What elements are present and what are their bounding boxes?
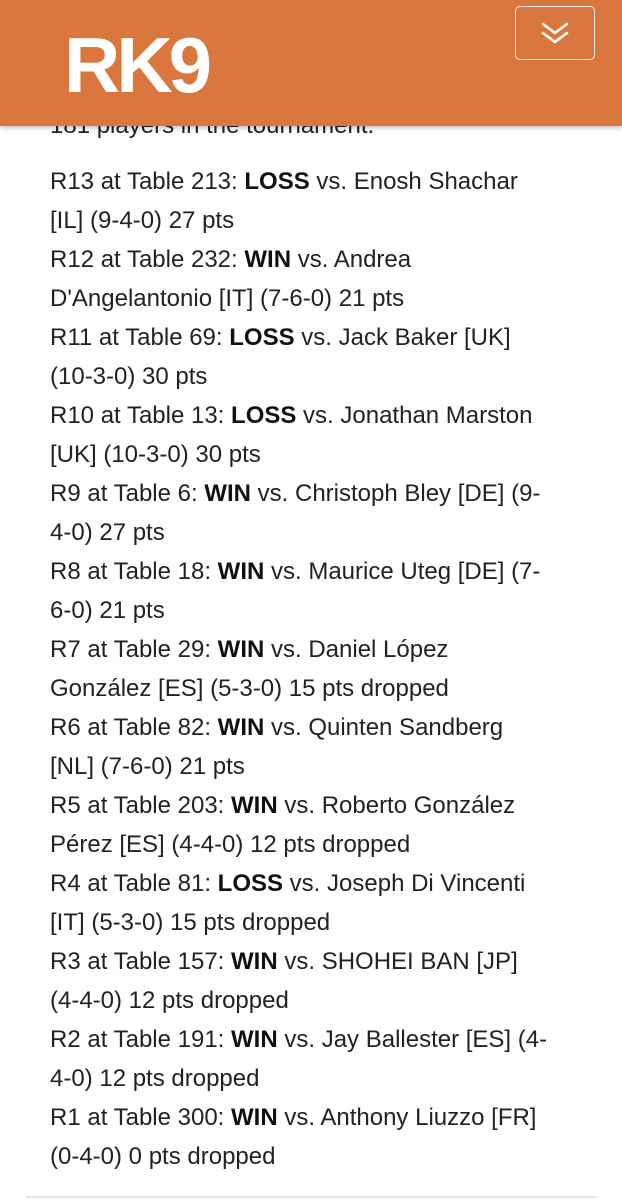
round-result-line-2: Pérez [ES] (4-4-0) 12 pts dropped	[50, 831, 411, 858]
result-status: LOSS	[231, 402, 297, 429]
opponent-text: vs. Andrea	[291, 246, 412, 273]
result-status: WIN	[204, 480, 251, 507]
round-result-line-1	[50, 474, 610, 513]
round-result-line-1	[50, 552, 610, 591]
round-result-item	[50, 474, 610, 552]
result-status: WIN	[231, 1026, 278, 1053]
round-result-line-2: 4-0) 27 pts	[50, 519, 165, 546]
round-result-item	[50, 162, 610, 240]
round-table-label: R8 at Table 18:	[50, 558, 218, 585]
rk9-logo[interactable]	[64, 32, 236, 96]
opponent-text: vs. Daniel López	[264, 636, 449, 663]
round-result-line-1	[50, 864, 610, 903]
result-status: WIN	[231, 948, 278, 975]
round-result-item	[50, 1098, 610, 1176]
round-result-line-2: González [ES] (5-3-0) 15 pts dropped	[50, 675, 449, 702]
round-result-line-2: 6-0) 21 pts	[50, 597, 165, 624]
round-table-label: R7 at Table 29:	[50, 636, 218, 663]
round-result-line-1	[50, 162, 610, 201]
opponent-text: vs. Joseph Di Vincenti	[283, 870, 526, 897]
round-result-line-1	[50, 396, 610, 435]
opponent-text: vs. SHOHEI BAN [JP]	[277, 948, 518, 975]
round-table-label: R2 at Table 191:	[50, 1026, 232, 1053]
round-table-label: R4 at Table 81:	[50, 870, 218, 897]
round-table-label: R11 at Table 69:	[50, 324, 230, 351]
chevron-double-down-icon	[539, 20, 571, 46]
round-result-item	[50, 318, 610, 396]
round-result-line-1	[50, 1098, 610, 1137]
round-table-label: R12 at Table 232:	[50, 246, 245, 273]
round-result-line-2: (4-4-0) 12 pts dropped	[50, 987, 289, 1014]
round-table-label: R9 at Table 6:	[50, 480, 205, 507]
round-result-line-1	[50, 708, 610, 747]
opponent-text: vs. Enosh Shachar	[309, 168, 518, 195]
round-result-line-2: (10-3-0) 30 pts	[50, 363, 208, 390]
divider	[26, 1196, 596, 1198]
round-result-line-1	[50, 786, 610, 825]
round-result-item	[50, 864, 610, 942]
round-table-label: R5 at Table 203:	[50, 792, 232, 819]
opponent-text: vs. Maurice Uteg [DE] (7-	[264, 558, 541, 585]
round-table-label: R13 at Table 213:	[50, 168, 245, 195]
round-result-item	[50, 552, 610, 630]
round-result-item	[50, 708, 610, 786]
round-result-line-1	[50, 1020, 610, 1059]
result-status: WIN	[231, 792, 278, 819]
round-result-line-2: [UK] (10-3-0) 30 pts	[50, 441, 261, 468]
round-result-item	[50, 630, 610, 708]
round-table-label: R1 at Table 300:	[50, 1104, 232, 1131]
round-table-label: R3 at Table 157:	[50, 948, 232, 975]
result-status: LOSS	[217, 870, 284, 897]
round-result-line-2: D'Angelantonio [IT] (7-6-0) 21 pts	[50, 285, 405, 312]
round-result-line-2: [IL] (9-4-0) 27 pts	[50, 207, 235, 234]
round-result-item	[50, 942, 610, 1020]
round-result-line-1	[50, 240, 610, 279]
round-result-item	[50, 1020, 610, 1098]
result-status: WIN	[217, 714, 265, 741]
opponent-text: vs. Jay Ballester [ES] (4-	[277, 1026, 548, 1053]
round-table-label: R6 at Table 82:	[50, 714, 218, 741]
round-result-line-1	[50, 630, 610, 669]
opponent-text: vs. Anthony Liuzzo [FR]	[277, 1104, 537, 1131]
menu-toggle-button[interactable]	[515, 6, 595, 60]
round-result-line-2: [IT] (5-3-0) 15 pts dropped	[50, 909, 331, 936]
result-status: LOSS	[244, 168, 310, 195]
round-result-item	[50, 240, 610, 318]
result-status: LOSS	[229, 324, 295, 351]
opponent-text: vs. Jack Baker [UK]	[294, 324, 511, 351]
round-results-list	[50, 162, 610, 1176]
result-status: WIN	[231, 1104, 278, 1131]
result-status: WIN	[217, 558, 265, 585]
round-result-line-2: 4-0) 12 pts dropped	[50, 1065, 260, 1092]
round-result-line-1	[50, 942, 610, 981]
result-status: WIN	[244, 246, 292, 273]
round-result-line-2: (0-4-0) 0 pts dropped	[50, 1143, 276, 1170]
opponent-text: vs. Quinten Sandberg	[264, 714, 504, 741]
round-result-item	[50, 786, 610, 864]
result-status: WIN	[217, 636, 265, 663]
opponent-text: vs. Roberto González	[277, 792, 516, 819]
svg-text:RK9: RK9	[64, 32, 209, 96]
site-header	[0, 0, 622, 126]
round-result-line-1	[50, 318, 610, 357]
round-result-item	[50, 396, 610, 474]
round-table-label: R10 at Table 13:	[50, 402, 232, 429]
opponent-text: vs. Christoph Bley [DE] (9-	[250, 480, 541, 507]
round-result-line-2: [NL] (7-6-0) 21 pts	[50, 753, 245, 780]
opponent-text: vs. Jonathan Marston	[296, 402, 533, 429]
